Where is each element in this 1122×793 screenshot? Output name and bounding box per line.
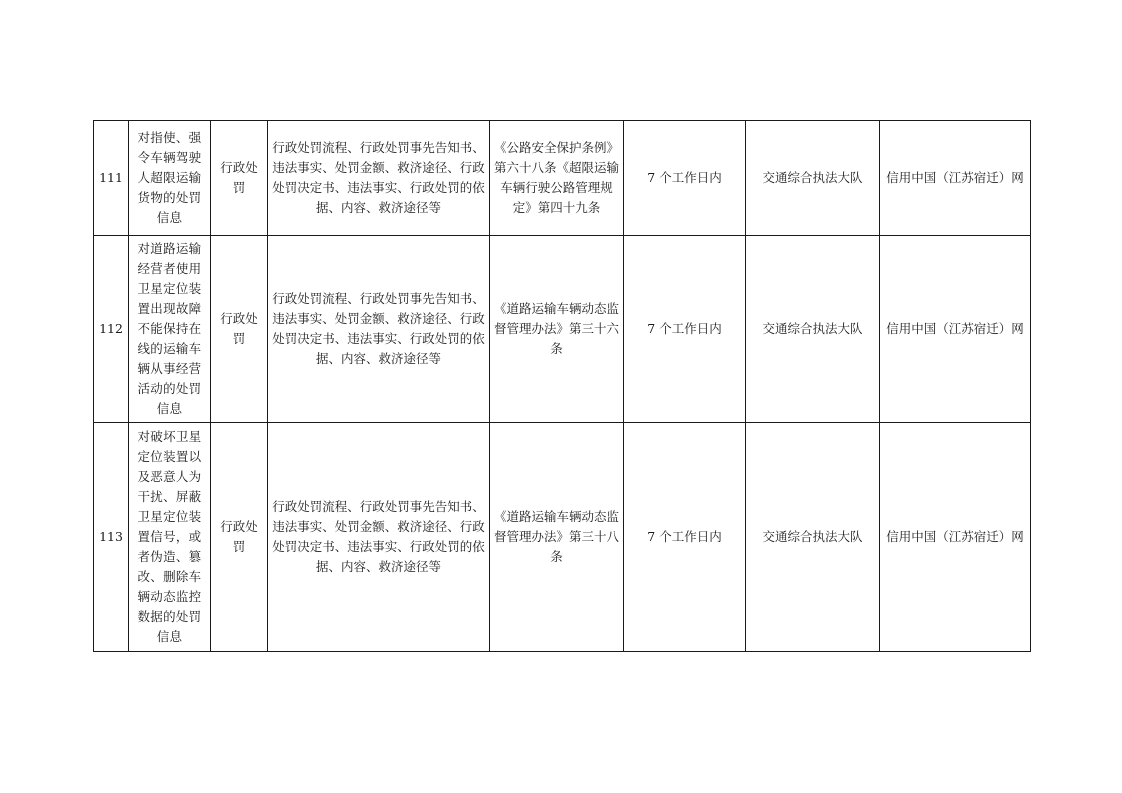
table-row — [94, 236, 1031, 423]
row-number: 113 — [94, 423, 129, 652]
row-number: 111 — [94, 121, 129, 236]
responsible-department: 交通综合执法大队 — [746, 121, 880, 236]
category: 行政处罚 — [211, 121, 268, 236]
disclosure-content: 行政处罚流程、行政处罚事先告知书、违法事实、处罚金额、救济途径、行政处罚决定书、违法事实、行政处罚的依据、内容、救济途径等 — [268, 236, 490, 423]
disclosure-channel: 信用中国（江苏宿迁）网 — [880, 236, 1031, 423]
legal-basis: 《道路运输车辆动态监督管理办法》第三十六条 — [490, 236, 624, 423]
disclosure-content: 行政处罚流程、行政处罚事先告知书、违法事实、处罚金额、救济途径、行政处罚决定书、违法事实、行政处罚的依据、内容、救济途径等 — [268, 423, 490, 652]
time-limit: 7 个工作日内 — [624, 236, 746, 423]
legal-basis: 《道路运输车辆动态监督管理办法》第三十八条 — [490, 423, 624, 652]
time-limit: 7 个工作日内 — [624, 423, 746, 652]
item-name: 对破坏卫星定位装置以及恶意人为干扰、屏蔽卫星定位装置信号，或者伪造、篡改、删除车辆动态监控数据的处罚信息 — [129, 423, 211, 652]
responsible-department: 交通综合执法大队 — [746, 423, 880, 652]
disclosure-channel: 信用中国（江苏宿迁）网 — [880, 423, 1031, 652]
category: 行政处罚 — [211, 423, 268, 652]
disclosure-content: 行政处罚流程、行政处罚事先告知书、违法事实、处罚金额、救济途径、行政处罚决定书、违法事实、行政处罚的依据、内容、救济途径等 — [268, 121, 490, 236]
disclosure-channel: 信用中国（江苏宿迁）网 — [880, 121, 1031, 236]
item-name: 对道路运输经营者使用卫星定位装置出现故障不能保持在线的运输车辆从事经营活动的处罚信息 — [129, 236, 211, 423]
category: 行政处罚 — [211, 236, 268, 423]
legal-basis: 《公路安全保护条例》第六十八条《超限运输车辆行驶公路管理规定》第四十九条 — [490, 121, 624, 236]
time-limit: 7 个工作日内 — [624, 121, 746, 236]
responsible-department: 交通综合执法大队 — [746, 236, 880, 423]
item-name: 对指使、强令车辆驾驶人超限运输货物的处罚信息 — [129, 121, 211, 236]
table-row — [94, 121, 1031, 236]
row-number: 112 — [94, 236, 129, 423]
disclosure-table — [93, 120, 1031, 652]
table-row — [94, 423, 1031, 652]
